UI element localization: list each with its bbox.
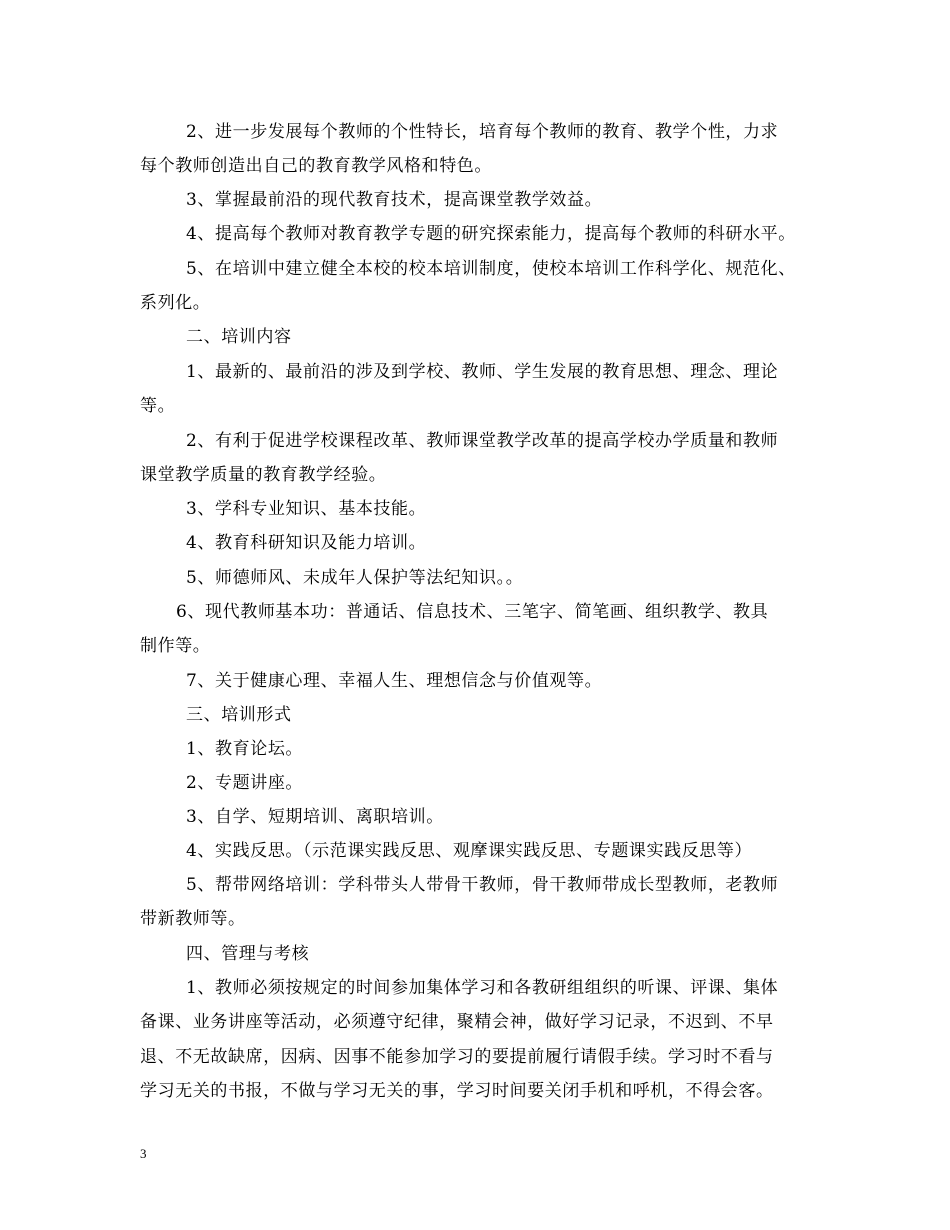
paragraph-line: 系列化。 (140, 293, 211, 313)
paragraph-line: 3、掌握最前沿的现代教育技术，提高课堂教学效益。 (186, 190, 603, 210)
paragraph-line: 3、学科专业知识、基本技能。 (186, 499, 427, 519)
paragraph-line: 2、进一步发展每个教师的个性特长，培育每个教师的教育、教学个性，力求 (186, 122, 779, 142)
paragraph-line: 7、关于健康心理、幸福人生、理想信念与价值观等。 (186, 671, 603, 691)
paragraph-line: 3、自学、短期培训、离职培训。 (186, 807, 444, 827)
paragraph-line: 2、有利于促进学校课程改革、教师课堂教学改革的提高学校办学质量和教师 (186, 431, 779, 451)
paragraph-line: 学习无关的书报，不做与学习无关的事，学习时间要关闭手机和呼机，不得会客。 (140, 1081, 774, 1101)
paragraph-line: 制作等。 (140, 636, 211, 656)
section-heading: 三、培训形式 (186, 705, 292, 725)
paragraph-line: 1、最新的、最前沿的涉及到学校、教师、学生发展的教育思想、理念、理论 (186, 362, 779, 382)
paragraph-line: 等。 (140, 396, 176, 416)
section-heading: 四、管理与考核 (186, 944, 310, 964)
paragraph-line: 1、教师必须按规定的时间参加集体学习和各教研组组织的听课、评课、集体 (186, 978, 779, 998)
paragraph-line: 2、专题讲座。 (186, 773, 304, 793)
paragraph-line: 5、帮带网络培训：学科带头人带骨干教师，骨干教师带成长型教师，老教师 (186, 875, 779, 895)
paragraph-line: 4、实践反思。（示范课实践反思、观摩课实践反思、专题课实践反思等） (186, 841, 753, 861)
paragraph-line: 6、现代教师基本功：普通话、信息技术、三笔字、简笔画、组织教学、教具 (176, 602, 769, 622)
paragraph-line: 备课、业务讲座等活动，必须遵守纪律，聚精会神，做好学习记录，不迟到、不早 (140, 1012, 774, 1032)
paragraph-line: 5、师德师风、未成年人保护等法纪知识。。 (186, 568, 524, 588)
page-number: 3 (140, 1146, 147, 1161)
paragraph-line: 退、不无故缺席，因病、因事不能参加学习的要提前履行请假手续。学习时不看与 (140, 1047, 774, 1067)
paragraph-line: 课堂教学质量的教育教学经验。 (140, 465, 387, 485)
paragraph-line: 每个教师创造出自己的教育教学风格和特色。 (140, 156, 492, 176)
paragraph-line: 1、教育论坛。 (186, 739, 304, 759)
paragraph-line: 带新教师等。 (140, 909, 246, 929)
paragraph-line: 4、提高每个教师对教育教学专题的研究探索能力，提高每个教师的科研水平。 (186, 224, 796, 244)
paragraph-line: 5、在培训中建立健全本校的校本培训制度，使校本培训工作科学化、规范化、 (186, 259, 796, 279)
section-heading: 二、培训内容 (186, 327, 292, 347)
paragraph-line: 4、教育科研知识及能力培训。 (186, 533, 427, 553)
